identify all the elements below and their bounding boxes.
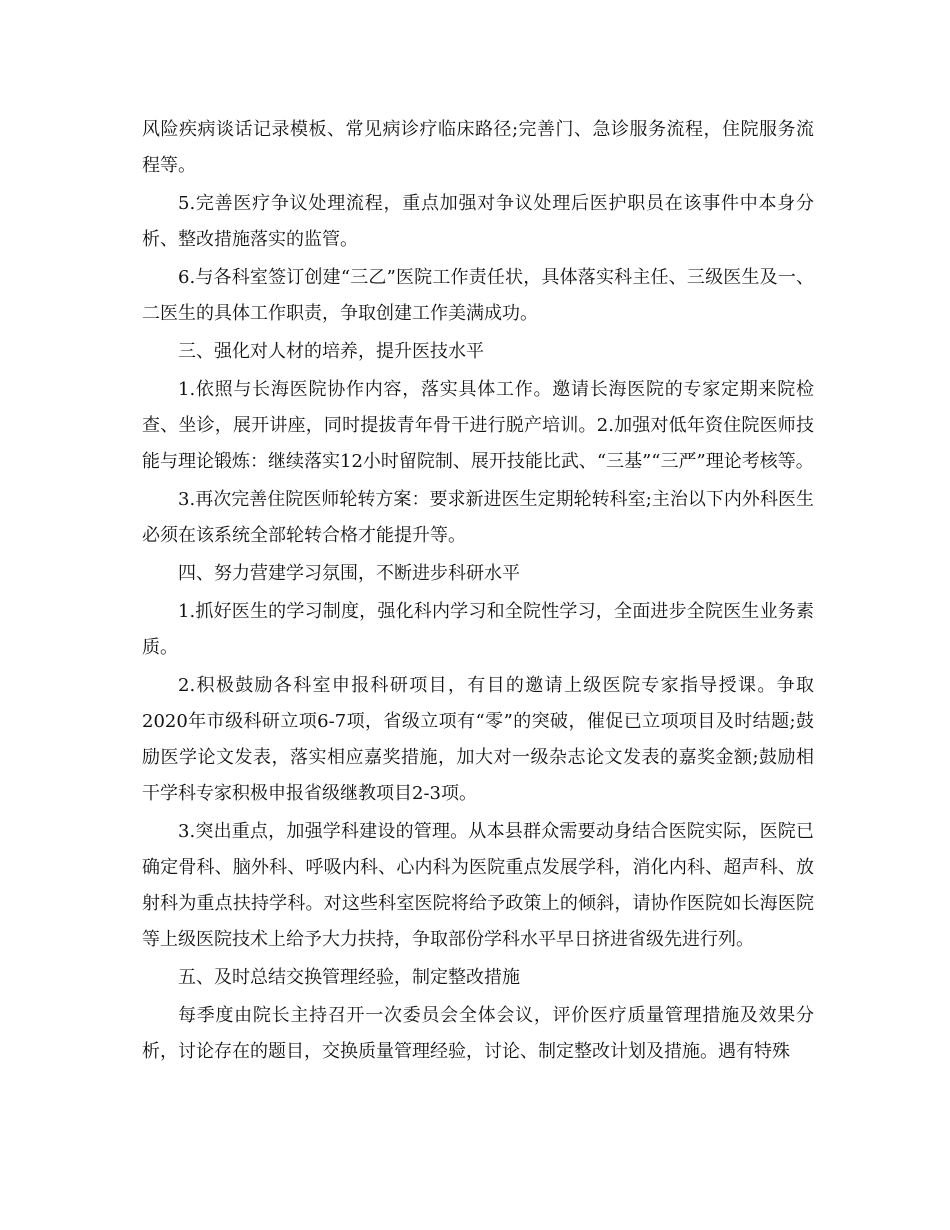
document-body xyxy=(142,112,814,1072)
section-heading-4: 四、努力营建学习氛围，不断进步科研水平 xyxy=(178,563,520,584)
section-heading-3: 三、强化对人材的培养，提升医技水平 xyxy=(178,341,484,362)
paragraph-5: 3.再次完善住院医师轮转方案：要求新进医生定期轮转科室;主治以下内外科医生必须在该系统全部轮转合格才能提升等。 xyxy=(142,489,814,546)
section-heading-5: 五、及时总结交换管理经验，制定整改措施 xyxy=(178,967,520,988)
paragraph-2: 5.完善医疗争议处理流程，重点加强对争议处理后医护职员在该事件中本身分析、整改措施落实的监管。 xyxy=(142,193,814,250)
paragraph-3: 6.与各科室签订创建“三乙”医院工作责任状，具体落实科主任、三级医生及一、二医生的具体工作职责，争取创建工作美满成功。 xyxy=(142,267,814,324)
paragraph-9: 每季度由院长主持召开一次委员会全体会议，评价医疗质量管理措施及效果分析，讨论存在的题目，交换质量管理经验，讨论、制定整改计划及措施。遇有特殊 xyxy=(142,1005,814,1062)
paragraph-8: 3.突出重点，加强学科建设的管理。从本县群众需要动身结合医院实际，医院已确定骨科、脑外科、呼吸内科、心内科为医院重点发展学科，消化内科、超声科、放射科为重点扶持学科。对这些科室医院将给予政策上的倾斜，请协作医院如长海医院等上级医院技术上给予大力扶持，争取部份学科水平早日挤进省级先进行列。 xyxy=(142,821,814,950)
paragraph-1: 风险疾病谈话记录模板、常见病诊疗临床路径;完善门、急诊服务流程，住院服务流程等。 xyxy=(142,119,814,176)
paragraph-4: 1.依照与长海医院协作内容，落实具体工作。邀请长海医院的专家定期来院检查、坐诊，展开讲座，同时提拔青年骨干进行脱产培训。2.加强对低年资住院医师技能与理论锻炼：继续落实12小时留院制、展开技能比武、“三基”“三严”理论考核等。 xyxy=(142,379,814,472)
paragraph-7: 2.积极鼓励各科室申报科研项目，有目的邀请上级医院专家指导授课。争取2020年市级科研立项6-7项，省级立项有“零”的突破，催促已立项项目及时结题;鼓励医学论文发表，落实相应嘉奖措施，加大对一级杂志论文发表的嘉奖金额;鼓励相干学科专家积极申报省级继教项目2-3项。 xyxy=(142,675,814,804)
paragraph-6: 1.抓好医生的学习制度，强化科内学习和全院性学习，全面进步全院医生业务素质。 xyxy=(142,601,814,658)
